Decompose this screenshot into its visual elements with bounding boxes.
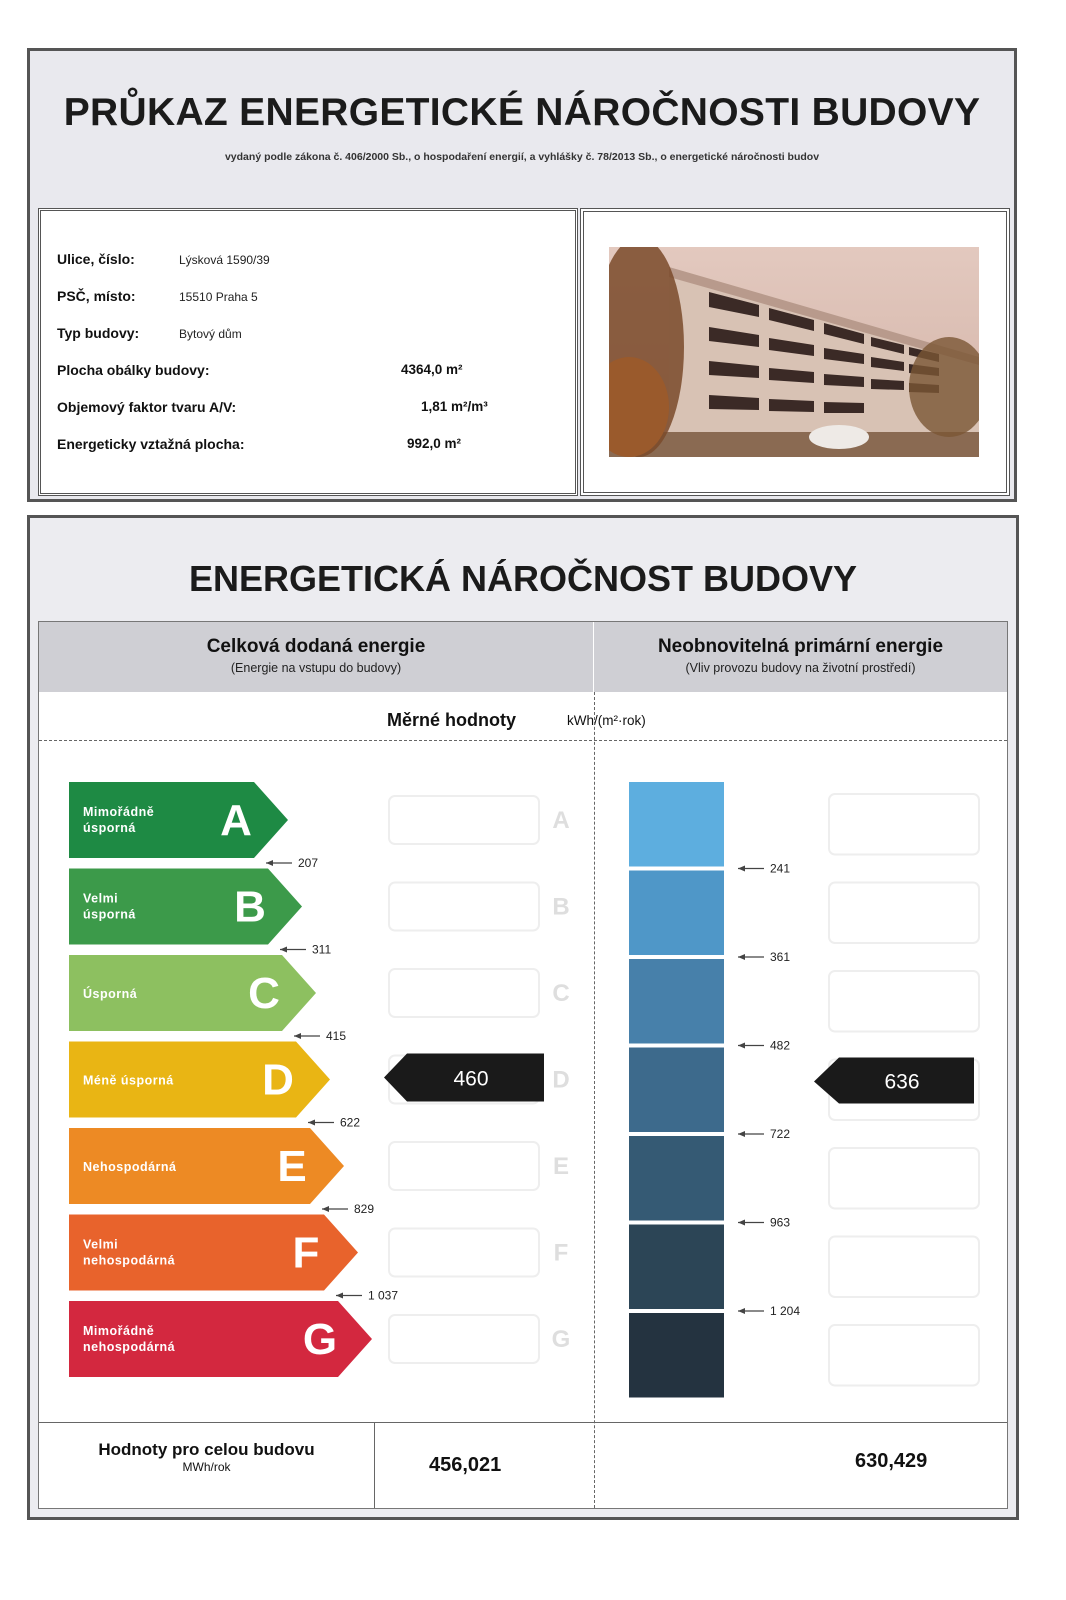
primary-bar-segment-6 xyxy=(629,1225,724,1310)
footer-label-block xyxy=(39,1440,374,1474)
primary-ghost-box-2 xyxy=(829,883,979,944)
primary-ghost-box-7 xyxy=(829,1325,979,1386)
ghost-letter-f: F xyxy=(553,1239,569,1267)
primary-value-text: 636 xyxy=(884,1070,920,1094)
boundary-value-f: 1 037 xyxy=(368,1288,399,1303)
units-divider xyxy=(39,740,1007,741)
primary-energy-title: Neobnovitelná primární energie xyxy=(657,636,944,657)
primary-bar-segment-3 xyxy=(629,959,724,1044)
class-letter-d: D xyxy=(262,1055,294,1105)
specific-values-unit: kWh/(m²·rok) xyxy=(567,713,646,728)
ghost-letter-e: E xyxy=(552,1153,570,1180)
building-info-box xyxy=(38,208,578,496)
ghost-letter-b: B xyxy=(552,893,570,921)
delivered-energy-subtitle: (Energie na vstupu do budovy) xyxy=(230,661,402,675)
delivered-energy-title: Celková dodaná energie xyxy=(206,636,426,657)
boundary-value-b: 311 xyxy=(312,942,332,957)
primary-energy-subtitle: (Vliv provozu budovy na životní prostředí) xyxy=(685,661,916,675)
certificate-legal-subtitle: vydaný podle zákona č. 406/2000 Sb., o hospodaření energií, a vyhlášky č. 78/2013 Sb., o energetické náročnosti budov xyxy=(224,151,820,163)
whole-building-label: Hodnoty pro celou budovu xyxy=(98,1440,315,1459)
primary-ghost-box-1 xyxy=(829,794,979,855)
shape-factor-value: 1,81 m²/m³ xyxy=(421,399,488,414)
energy-class-band-a xyxy=(69,782,288,858)
boundary-arrowhead-a xyxy=(266,860,273,866)
class-label-c: Úsporná xyxy=(83,987,138,1001)
delivered-value-text: 460 xyxy=(453,1067,489,1091)
ghost-box-g xyxy=(389,1315,539,1363)
primary-bar-segment-5 xyxy=(629,1136,724,1221)
primary-boundary-value-5: 963 xyxy=(770,1215,791,1230)
building-photo-frame xyxy=(580,208,1010,496)
primary-boundary-arrowhead-4 xyxy=(738,1131,745,1137)
class-letter-g: G xyxy=(302,1315,338,1364)
class-label-d: Méně úsporná xyxy=(83,1073,174,1088)
primary-total-value: 630,429 xyxy=(855,1450,928,1472)
boundary-value-c: 415 xyxy=(326,1029,347,1043)
primary-ghost-box-6 xyxy=(829,1237,979,1298)
class-letter-f: F xyxy=(292,1228,320,1278)
class-label-line2-b: úsporná xyxy=(83,907,136,922)
building-photo-icon xyxy=(609,247,979,457)
boundary-arrowhead-d xyxy=(308,1120,315,1126)
rating-scale-chart xyxy=(39,742,1007,1422)
boundary-arrowhead-e xyxy=(322,1206,329,1212)
boundary-arrowhead-f xyxy=(336,1293,343,1299)
boundary-arrowhead-c xyxy=(294,1033,301,1039)
primary-bar-segment-4 xyxy=(629,1048,724,1133)
class-label-line1-f: Velmi xyxy=(83,1237,119,1252)
street-label: Ulice, číslo: xyxy=(57,251,135,267)
primary-energy-header xyxy=(594,622,1007,692)
primary-bar-segment-7 xyxy=(629,1313,724,1398)
ghost-box-e xyxy=(389,1142,539,1190)
class-label-line2-a: úsporná xyxy=(83,821,136,835)
energy-rating-frame xyxy=(38,621,1008,1509)
energy-class-band-b xyxy=(69,869,302,945)
building-photo xyxy=(609,247,979,457)
primary-boundary-value-2: 361 xyxy=(770,950,791,964)
class-label-line2-f: nehospodárná xyxy=(83,1253,176,1268)
class-letter-b: B xyxy=(234,882,266,932)
primary-boundary-arrowhead-1 xyxy=(738,866,745,872)
delivered-total-value: 456,021 xyxy=(429,1454,502,1476)
primary-boundary-arrowhead-6 xyxy=(738,1308,745,1314)
ghost-letter-g: G xyxy=(551,1326,571,1353)
primary-ghost-box-5 xyxy=(829,1148,979,1209)
reference-area-label: Energeticky vztažná plocha: xyxy=(57,436,245,452)
street-value: Lýsková 1590/39 xyxy=(179,253,270,267)
boundary-value-a: 207 xyxy=(298,856,319,870)
class-label-line2-g: nehospodárná xyxy=(83,1340,176,1354)
boundary-value-e: 829 xyxy=(354,1202,375,1216)
footer-col-divider xyxy=(374,1422,375,1508)
class-label-line1-b: Velmi xyxy=(83,891,119,906)
ghost-box-b xyxy=(389,883,539,931)
class-letter-e: E xyxy=(277,1142,307,1191)
primary-boundary-value-1: 241 xyxy=(770,861,791,876)
certificate-header-panel xyxy=(27,48,1017,502)
shape-factor-label: Objemový faktor tvaru A/V: xyxy=(57,399,237,415)
primary-boundary-value-3: 482 xyxy=(770,1038,791,1053)
class-letter-a: A xyxy=(220,796,252,845)
psc-value: 15510 Praha 5 xyxy=(179,290,258,304)
boundary-arrowhead-b xyxy=(280,947,287,953)
energy-section-title: ENERGETICKÁ NÁROČNOST BUDOVY xyxy=(188,558,858,599)
certificate-title: PRŮKAZ ENERGETICKÉ NÁROČNOSTI BUDOVY xyxy=(63,91,981,134)
envelope-area-label: Plocha obálky budovy: xyxy=(57,362,210,378)
building-type-label: Typ budovy: xyxy=(57,325,140,341)
ghost-box-c xyxy=(389,969,539,1017)
ghost-box-a xyxy=(389,796,539,844)
primary-bar-segment-2 xyxy=(629,871,724,956)
specific-values-label: Měrné hodnoty xyxy=(387,710,516,730)
class-letter-c: C xyxy=(248,969,280,1018)
energy-performance-panel xyxy=(27,515,1019,1520)
delivered-energy-header xyxy=(39,622,593,692)
primary-boundary-value-6: 1 204 xyxy=(770,1304,801,1318)
primary-boundary-arrowhead-2 xyxy=(738,954,745,960)
primary-boundary-value-4: 722 xyxy=(770,1127,791,1141)
ghost-letter-d: D xyxy=(552,1066,570,1094)
primary-ghost-box-3 xyxy=(829,971,979,1032)
primary-boundary-arrowhead-3 xyxy=(738,1043,745,1049)
building-type-value: Bytový dům xyxy=(179,327,242,341)
psc-label: PSČ, místo: xyxy=(57,288,136,304)
ghost-box-f xyxy=(389,1229,539,1277)
boundary-value-d: 622 xyxy=(340,1115,361,1130)
class-label-line1-a: Mimořádně xyxy=(83,805,155,819)
primary-bar-segment-1 xyxy=(629,782,724,867)
ghost-letter-a: A xyxy=(552,807,570,834)
footer-divider xyxy=(39,1422,1007,1423)
whole-building-unit: MWh/rok xyxy=(182,1460,231,1474)
class-label-line1-g: Mimořádně xyxy=(83,1324,155,1338)
reference-area-value: 992,0 m² xyxy=(407,436,462,451)
envelope-area-value: 4364,0 m² xyxy=(401,362,463,377)
class-label-e: Nehospodárná xyxy=(83,1160,177,1174)
ghost-letter-c: C xyxy=(552,980,570,1007)
primary-boundary-arrowhead-5 xyxy=(738,1220,745,1226)
